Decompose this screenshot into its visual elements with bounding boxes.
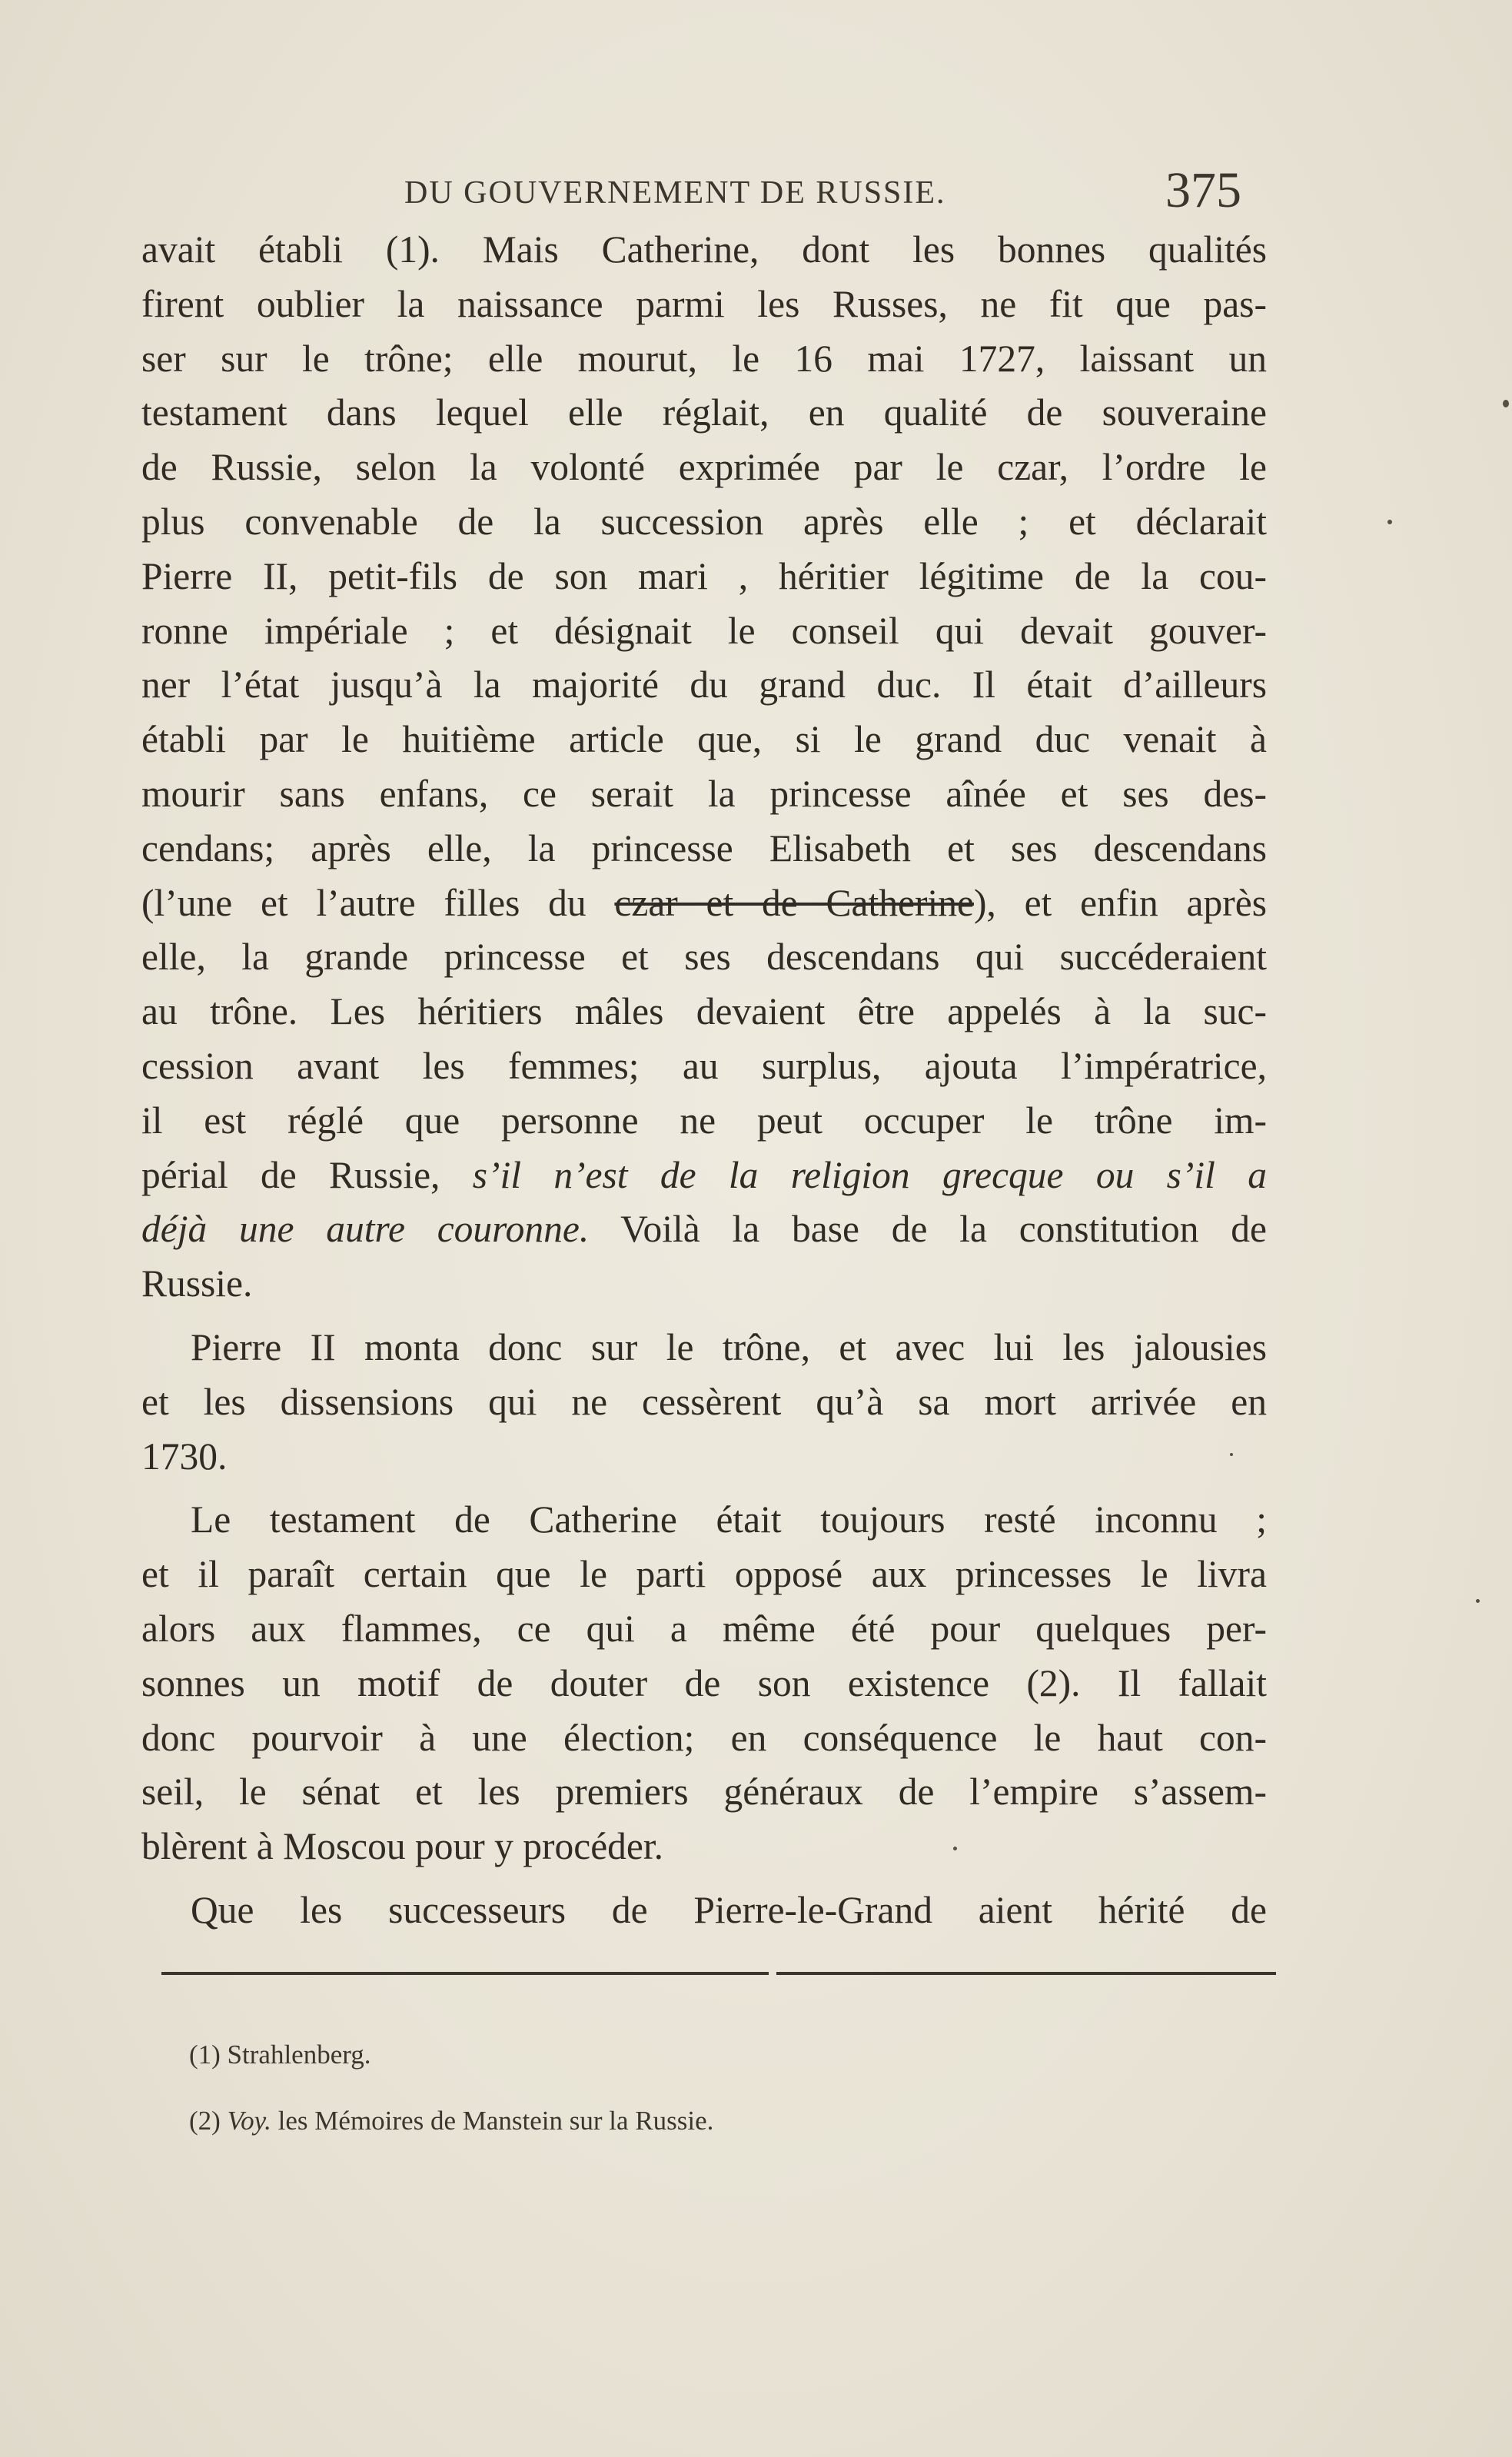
text-line: blèrent à Moscou pour y procéder.: [141, 1825, 664, 1868]
footnotes: [189, 2022, 1188, 2154]
paragraph-1: [141, 223, 1267, 1312]
text-line: donc pourvoir à une élection; en conséquence le haut con-: [141, 1716, 1267, 1759]
footnote-1: (1) Strahlenberg.: [189, 2040, 371, 2070]
text-line: testament dans lequel elle réglait, en qualité de souveraine: [141, 391, 1267, 434]
text-line: mourir sans enfans, ce serait la princesse aînée et ses des-: [141, 772, 1267, 815]
text-line: [141, 1202, 1267, 1257]
paper-speck: [1476, 1599, 1480, 1603]
footnote-text: les Mémoires de Manstein sur la Russie.: [271, 2106, 714, 2136]
italic-quote: s’il n’est de la religion grecque ou s’il a: [472, 1153, 1267, 1196]
text-segment: Voilà la base de la constitution de: [589, 1208, 1267, 1251]
text-line: [141, 1149, 1267, 1203]
text-line: il est réglé que personne ne peut occuper le trône im-: [141, 1099, 1267, 1142]
text-line: sonnes un motif de douter de son existence (2). Il fallait: [141, 1661, 1267, 1704]
text-line: Le testament de Catherine était toujours resté inconnu ;: [191, 1498, 1267, 1541]
text-line: cession avant les femmes; au surplus, ajouta l’impératrice,: [141, 1044, 1267, 1087]
footnote-rule: [776, 1972, 1276, 1975]
text-segment: ), et enfin après: [973, 881, 1267, 924]
footnote-mark: (2): [189, 2106, 228, 2136]
running-head: DU GOUVERNEMENT DE RUSSIE.: [404, 175, 946, 211]
text-line: elle, la grande princesse et ses descendans qui succéderaient: [141, 936, 1267, 979]
paragraph-4: [141, 1883, 1267, 1938]
italic-quote: déjà une autre couronne.: [141, 1208, 590, 1251]
text-line: ronne impériale ; et désignait le conseil qui devait gouver-: [141, 609, 1267, 652]
text-line: et il paraît certain que le parti opposé aux princesses le livra: [141, 1553, 1267, 1596]
text-line: établi par le huitième article que, si le grand duc venait à: [141, 718, 1267, 761]
paper-speck: [1387, 520, 1392, 524]
footnote-abbrev: Voy.: [227, 2106, 271, 2136]
text-line: seil, le sénat et les premiers généraux de l’empire s’assem-: [141, 1770, 1267, 1814]
paragraph-2: [141, 1321, 1267, 1484]
text-line: avait établi (1). Mais Catherine, dont les bonnes qualités: [141, 228, 1267, 271]
text-line: Russie.: [141, 1262, 253, 1305]
text-segment: périal de Russie,: [141, 1153, 473, 1196]
struck-text: czar et de Catherine: [614, 881, 974, 924]
text-line: [141, 876, 1267, 931]
text-line: ner l’état jusqu’à la majorité du grand duc. Il était d’ailleurs: [141, 663, 1267, 707]
page-number: 375: [1165, 162, 1241, 218]
text-line: alors aux flammes, ce qui a même été pour quelques per-: [141, 1607, 1267, 1650]
footnote-rule: [161, 1972, 769, 1975]
text-line: 1730.: [141, 1435, 228, 1478]
text-line: de Russie, selon la volonté exprimée par le czar, l’ordre le: [141, 446, 1267, 489]
body-text: [141, 223, 1267, 1938]
footnote-2: [189, 2088, 1188, 2154]
paper-speck: [1503, 400, 1509, 407]
paragraph-3: [141, 1493, 1267, 1874]
text-line: ser sur le trône; elle mourut, le 16 mai 1727, laissant un: [141, 337, 1267, 380]
text-line: firent oublier la naissance parmi les Russes, ne fit que pas-: [141, 282, 1267, 325]
text-line: plus convenable de la succession après elle ; et déclarait: [141, 500, 1267, 543]
paper-speck: [1230, 1453, 1233, 1456]
text-line: Que les successeurs de Pierre-le-Grand aient hérité de: [191, 1888, 1267, 1931]
text-line: Pierre II, petit-fils de son mari , héritier légitime de la cou-: [141, 554, 1267, 597]
text-line: et les dissensions qui ne cessèrent qu’à sa mort arrivée en: [141, 1380, 1267, 1423]
text-segment: (l’une et l’autre filles du: [141, 881, 615, 924]
page-header: [143, 158, 1265, 227]
text-line: Pierre II monta donc sur le trône, et avec lui les jalousies: [191, 1325, 1267, 1368]
paper-speck: [953, 1847, 957, 1850]
text-line: cendans; après elle, la princesse Elisabeth et ses descendans: [141, 826, 1267, 869]
text-line: au trône. Les héritiers mâles devaient être appelés à la suc-: [141, 990, 1267, 1033]
